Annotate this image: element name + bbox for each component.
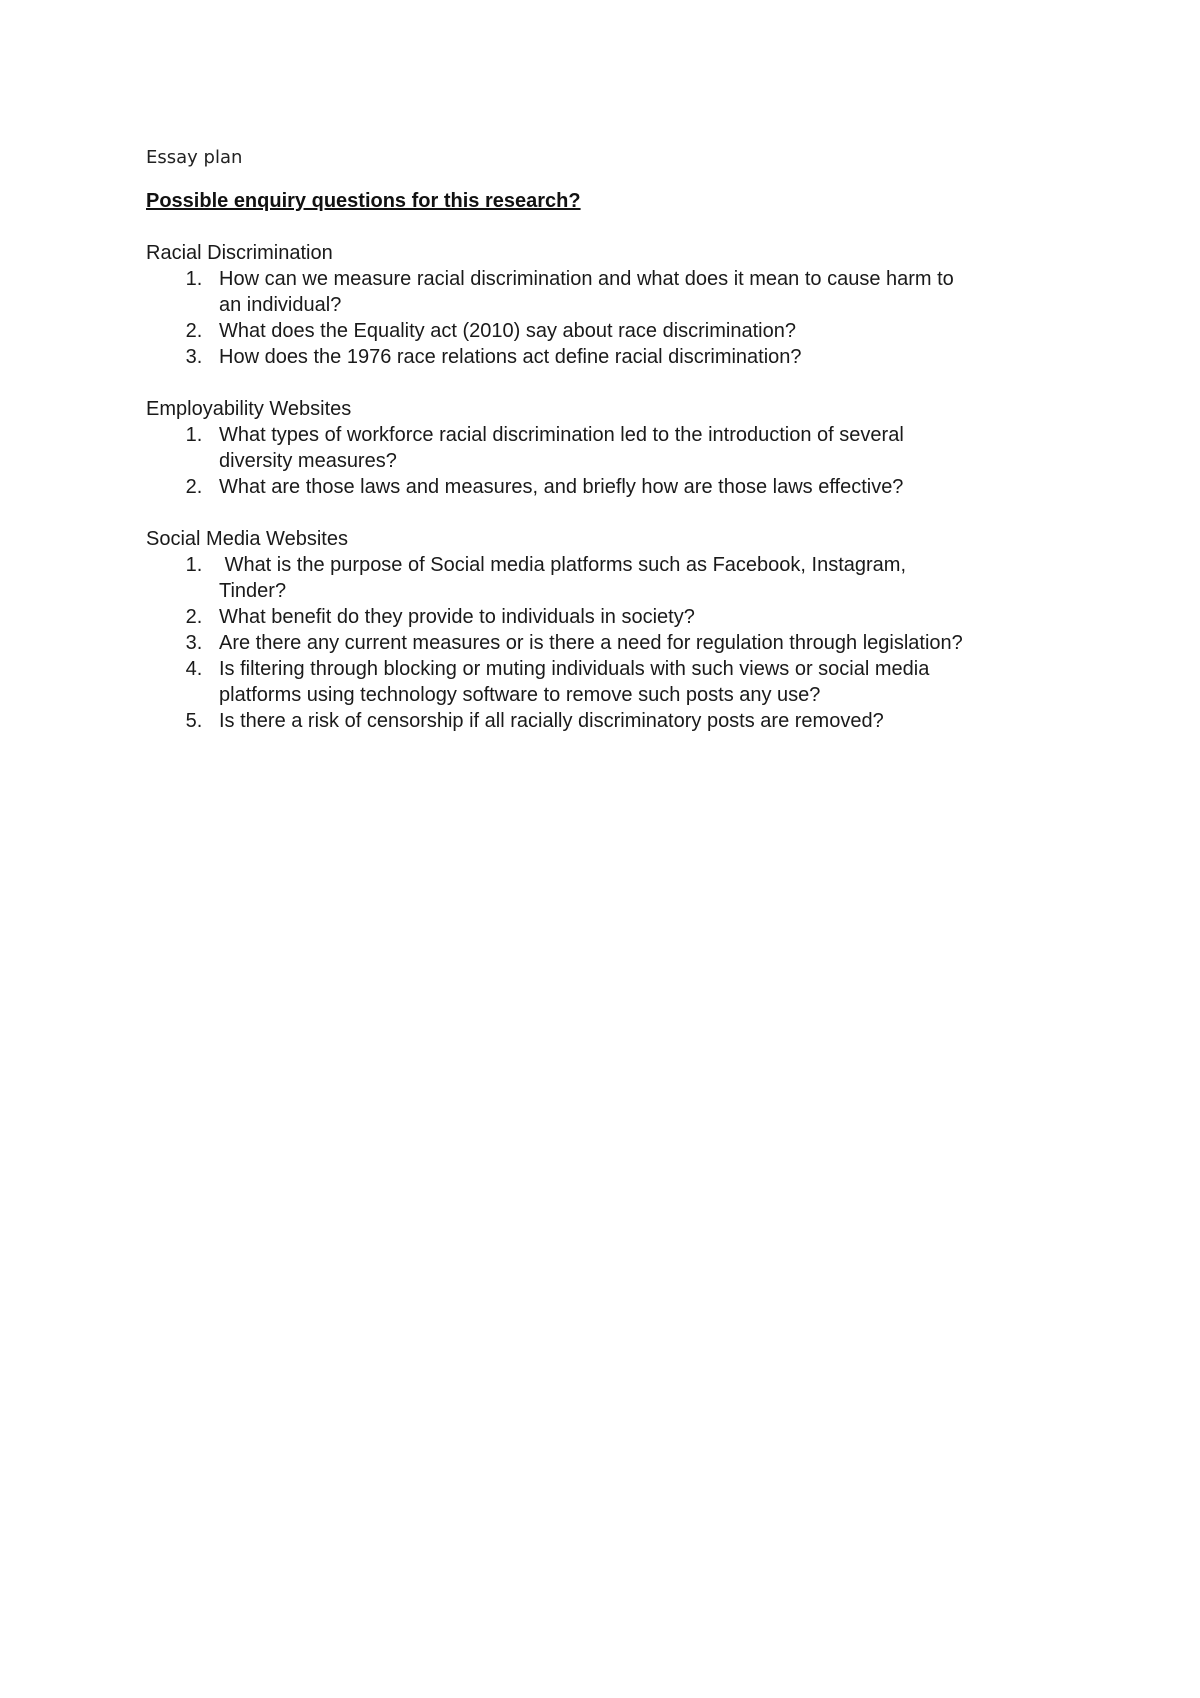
section-racial-discrimination [146,240,1066,370]
document-body [146,146,1066,760]
list-item [146,318,1066,344]
list-item [146,474,1066,500]
section-social-media-websites [146,526,1066,734]
list-number: 5. [185,710,203,732]
list-item [146,552,1066,604]
section-title: Social Media Websites [146,528,348,550]
list-item [146,708,1066,734]
list-text: What does the Equality act (2010) say about race discrimination? [219,320,796,342]
list-text: Is filtering through blocking or muting individuals with such views or social media platforms using technology software to remove such posts any use? [219,658,930,706]
list-text: What types of workforce racial discrimination led to the introduction of several diversity measures? [219,424,904,472]
list-number: 3. [185,632,203,654]
list-text: How can we measure racial discrimination and what does it mean to cause harm to an individual? [219,268,954,316]
list-item [146,266,1066,318]
list-number: 2. [185,320,203,342]
question-list [146,552,1066,734]
section-title: Racial Discrimination [146,242,333,264]
list-item [146,604,1066,630]
list-text: How does the 1976 race relations act define racial discrimination? [219,346,802,368]
list-item [146,344,1066,370]
list-item [146,630,1066,656]
question-list [146,422,1066,500]
list-number: 2. [185,476,203,498]
list-number: 2. [185,606,203,628]
list-number: 4. [185,658,203,680]
list-number: 1. [185,268,203,290]
list-text: Are there any current measures or is there a need for regulation through legislation? [219,632,963,654]
list-number: 1. [185,424,203,446]
list-item [146,422,1066,474]
list-number: 1. [185,554,203,576]
question-list [146,266,1066,370]
list-item [146,656,1066,708]
section-employability-websites [146,396,1066,500]
page-heading: Possible enquiry questions for this research? [146,190,581,212]
list-text: Is there a risk of censorship if all racially discriminatory posts are removed? [219,710,884,732]
list-text: What are those laws and measures, and briefly how are those laws effective? [219,476,904,498]
document-label: Essay plan [146,147,243,168]
section-title: Employability Websites [146,398,352,420]
list-text: What benefit do they provide to individuals in society? [219,606,695,628]
list-number: 3. [185,346,203,368]
list-text: What is the purpose of Social media platforms such as Facebook, Instagram, Tinder? [219,554,906,602]
